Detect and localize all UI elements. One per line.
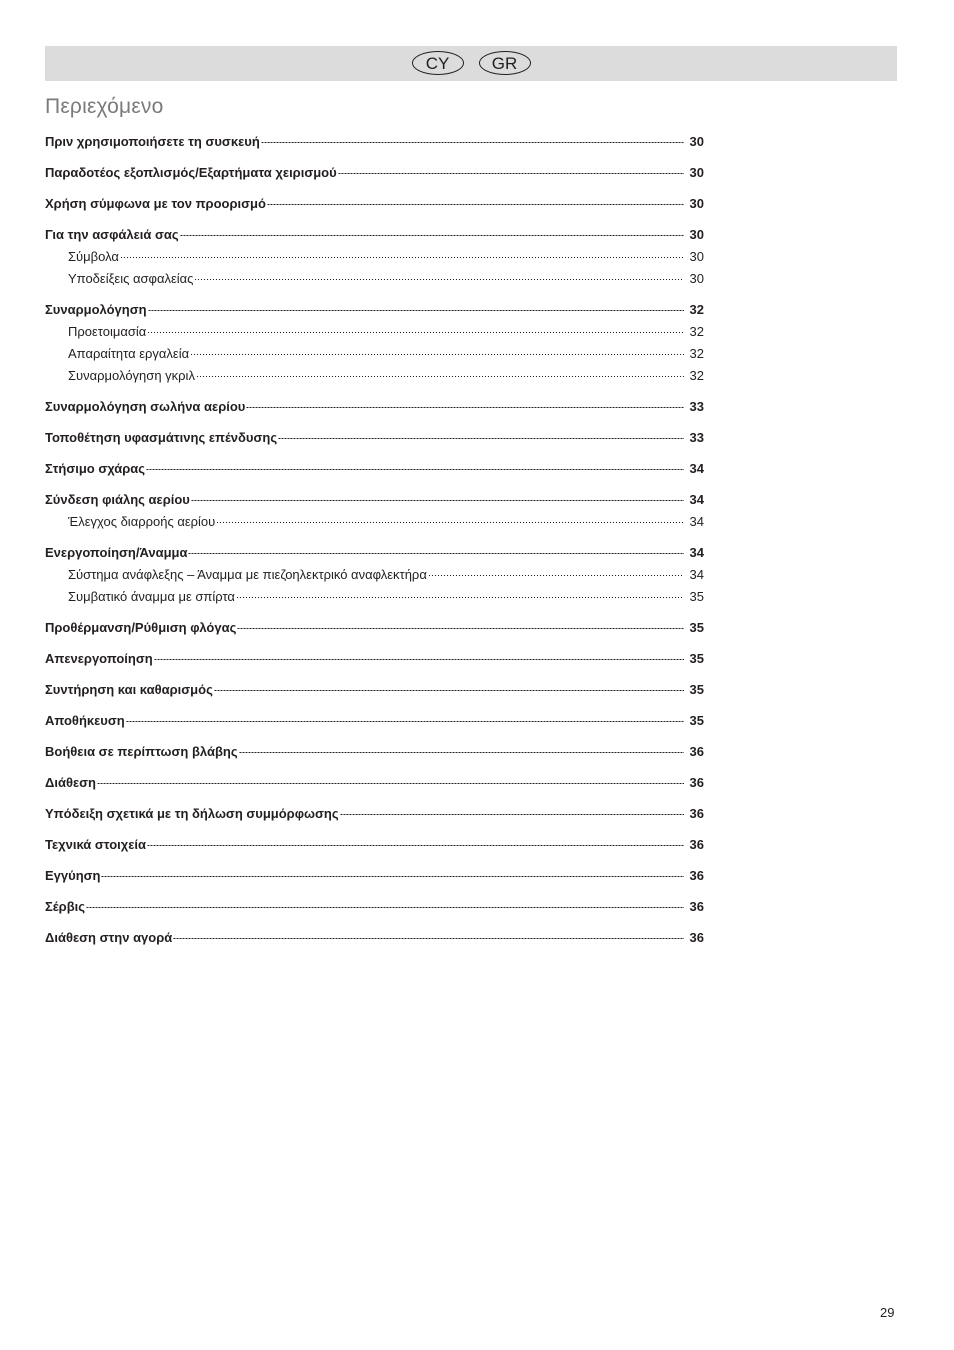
toc-entry-label: Σύστημα ανάφλεξης – Άναμμα με πιεζοηλεκτρικό αναφλεκτήρα bbox=[68, 567, 427, 582]
toc-entry-page: 34 bbox=[689, 492, 704, 507]
toc-entry-page: 34 bbox=[689, 567, 704, 582]
toc-dot-leader bbox=[154, 659, 684, 660]
toc-subentry[interactable] bbox=[45, 323, 704, 345]
toc-entry-page: 36 bbox=[689, 930, 704, 945]
toc-dot-leader bbox=[190, 354, 684, 355]
toc-entry-page: 34 bbox=[689, 514, 704, 529]
toc-dot-leader bbox=[180, 235, 684, 236]
toc-dot-leader bbox=[188, 553, 684, 554]
toc-dot-leader bbox=[196, 376, 684, 377]
toc-entry-label: Συναρμολόγηση bbox=[45, 302, 147, 317]
toc-entry-label: Χρήση σύμφωνα με τον προορισμό bbox=[45, 196, 266, 211]
toc-entry[interactable] bbox=[45, 805, 704, 827]
language-badge-cy: CY bbox=[412, 51, 464, 75]
toc-entry-label: Τεχνικά στοιχεία bbox=[45, 837, 147, 852]
toc-entry[interactable] bbox=[45, 491, 704, 513]
toc-entry-page: 33 bbox=[689, 399, 704, 414]
toc-entry-label: Για την ασφάλειά σας bbox=[45, 227, 179, 242]
toc-entry[interactable] bbox=[45, 650, 704, 672]
toc-dot-leader bbox=[126, 721, 684, 722]
toc-entry[interactable] bbox=[45, 898, 704, 920]
toc-entry-label: Αποθήκευση bbox=[45, 713, 125, 728]
toc-subentry[interactable] bbox=[45, 566, 704, 588]
toc-entry-page: 35 bbox=[689, 620, 704, 635]
toc-entry-label: Απενεργοποίηση bbox=[45, 651, 153, 666]
toc-dot-leader bbox=[194, 279, 684, 280]
toc-dot-leader bbox=[261, 142, 684, 143]
toc-entry-page: 36 bbox=[689, 806, 704, 821]
toc-entry[interactable] bbox=[45, 929, 704, 951]
language-badges bbox=[45, 51, 897, 75]
toc-dot-leader bbox=[191, 500, 684, 501]
toc-entry-page: 32 bbox=[689, 346, 704, 361]
toc-entry[interactable] bbox=[45, 712, 704, 734]
page-title: Περιεχόμενο bbox=[45, 95, 164, 118]
toc-entry-label: Έλεγχος διαρροής αερίου bbox=[68, 514, 216, 529]
toc-dot-leader bbox=[428, 575, 684, 576]
toc-dot-leader bbox=[246, 407, 684, 408]
toc-entry-label: Τοποθέτηση υφασμάτινης επένδυσης bbox=[45, 430, 278, 445]
toc-dot-leader bbox=[236, 597, 684, 598]
toc-entry-label: Διάθεση στην αγορά bbox=[45, 930, 173, 945]
toc-entry-label: Απαραίτητα εργαλεία bbox=[68, 346, 190, 361]
table-of-contents bbox=[45, 133, 704, 951]
toc-entry-label: Συμβατικό άναμμα με σπίρτα bbox=[68, 589, 235, 604]
toc-dot-leader bbox=[173, 938, 684, 939]
toc-entry-page: 30 bbox=[689, 196, 704, 211]
toc-dot-leader bbox=[340, 814, 684, 815]
toc-entry-label: Σύνδεση φιάλης αερίου bbox=[45, 492, 190, 507]
toc-entry-page: 36 bbox=[689, 899, 704, 914]
toc-entry-page: 33 bbox=[689, 430, 704, 445]
toc-entry-page: 30 bbox=[689, 271, 704, 286]
toc-entry-label: Συντήρηση και καθαρισμός bbox=[45, 682, 213, 697]
toc-entry-page: 32 bbox=[689, 324, 704, 339]
toc-dot-leader bbox=[120, 257, 684, 258]
toc-entry-page: 30 bbox=[689, 165, 704, 180]
toc-entry-page: 35 bbox=[689, 651, 704, 666]
toc-entry[interactable] bbox=[45, 836, 704, 858]
toc-dot-leader bbox=[147, 845, 684, 846]
toc-entry-label: Προθέρμανση/Ρύθμιση φλόγας bbox=[45, 620, 237, 635]
toc-entry-label: Συναρμολόγηση σωλήνα αερίου bbox=[45, 399, 246, 414]
toc-entry-page: 35 bbox=[689, 589, 704, 604]
toc-subentry[interactable] bbox=[45, 248, 704, 270]
toc-subentry[interactable] bbox=[45, 345, 704, 367]
toc-entry-page: 34 bbox=[689, 545, 704, 560]
toc-dot-leader bbox=[278, 438, 684, 439]
toc-entry-page: 32 bbox=[689, 302, 704, 317]
toc-dot-leader bbox=[148, 310, 684, 311]
toc-entry[interactable] bbox=[45, 195, 704, 217]
toc-entry[interactable] bbox=[45, 544, 704, 566]
toc-entry-label: Υπόδειξη σχετικά με τη δήλωση συμμόρφωσης bbox=[45, 806, 339, 821]
toc-entry[interactable] bbox=[45, 460, 704, 482]
toc-dot-leader bbox=[237, 628, 684, 629]
toc-subentry[interactable] bbox=[45, 513, 704, 535]
toc-entry[interactable] bbox=[45, 743, 704, 765]
toc-entry-label: Προετοιμασία bbox=[68, 324, 147, 339]
toc-dot-leader bbox=[216, 522, 684, 523]
toc-subentry[interactable] bbox=[45, 367, 704, 389]
toc-entry-page: 36 bbox=[689, 837, 704, 852]
toc-entry-label: Συναρμολόγηση γκριλ bbox=[68, 368, 195, 383]
toc-dot-leader bbox=[101, 876, 684, 877]
toc-entry-label: Ενεργοποίηση/Άναμμα bbox=[45, 545, 188, 560]
toc-entry-page: 30 bbox=[689, 134, 704, 149]
toc-entry[interactable] bbox=[45, 619, 704, 641]
toc-entry-label: Σέρβις bbox=[45, 899, 86, 914]
toc-entry[interactable] bbox=[45, 398, 704, 420]
toc-dot-leader bbox=[97, 783, 684, 784]
toc-dot-leader bbox=[86, 907, 684, 908]
toc-dot-leader bbox=[239, 752, 684, 753]
toc-entry[interactable] bbox=[45, 133, 704, 155]
toc-entry-page: 34 bbox=[689, 461, 704, 476]
toc-entry-label: Σύμβολα bbox=[68, 249, 119, 264]
toc-dot-leader bbox=[338, 173, 684, 174]
toc-dot-leader bbox=[146, 469, 684, 470]
toc-entry[interactable] bbox=[45, 301, 704, 323]
toc-entry-label: Βοήθεια σε περίπτωση βλάβης bbox=[45, 744, 238, 759]
toc-entry-label: Εγγύηση bbox=[45, 868, 101, 883]
toc-entry-page: 36 bbox=[689, 775, 704, 790]
toc-entry[interactable] bbox=[45, 226, 704, 248]
toc-dot-leader bbox=[214, 690, 684, 691]
page-number: 29 bbox=[880, 1305, 895, 1320]
toc-entry-page: 35 bbox=[689, 713, 704, 728]
toc-entry-page: 36 bbox=[689, 868, 704, 883]
toc-subentry[interactable] bbox=[45, 270, 704, 292]
toc-entry-page: 35 bbox=[689, 682, 704, 697]
toc-entry[interactable] bbox=[45, 164, 704, 186]
toc-subentry[interactable] bbox=[45, 588, 704, 610]
toc-entry[interactable] bbox=[45, 774, 704, 796]
toc-dot-leader bbox=[267, 204, 684, 205]
toc-entry-page: 32 bbox=[689, 368, 704, 383]
toc-entry-label: Παραδοτέος εξοπλισμός/Εξαρτήματα χειρισμού bbox=[45, 165, 337, 180]
toc-entry-page: 30 bbox=[689, 227, 704, 242]
toc-entry-label: Πριν χρησιμοποιήσετε τη συσκευή bbox=[45, 134, 260, 149]
toc-entry-page: 30 bbox=[689, 249, 704, 264]
toc-entry[interactable] bbox=[45, 681, 704, 703]
toc-entry-page: 36 bbox=[689, 744, 704, 759]
header-bar bbox=[45, 46, 897, 81]
toc-entry-label: Διάθεση bbox=[45, 775, 96, 790]
toc-dot-leader bbox=[147, 332, 684, 333]
toc-entry-label: Υποδείξεις ασφαλείας bbox=[68, 271, 194, 286]
language-badge-gr: GR bbox=[479, 51, 531, 75]
toc-entry[interactable] bbox=[45, 867, 704, 889]
toc-entry-label: Στήσιμο σχάρας bbox=[45, 461, 146, 476]
toc-entry[interactable] bbox=[45, 429, 704, 451]
